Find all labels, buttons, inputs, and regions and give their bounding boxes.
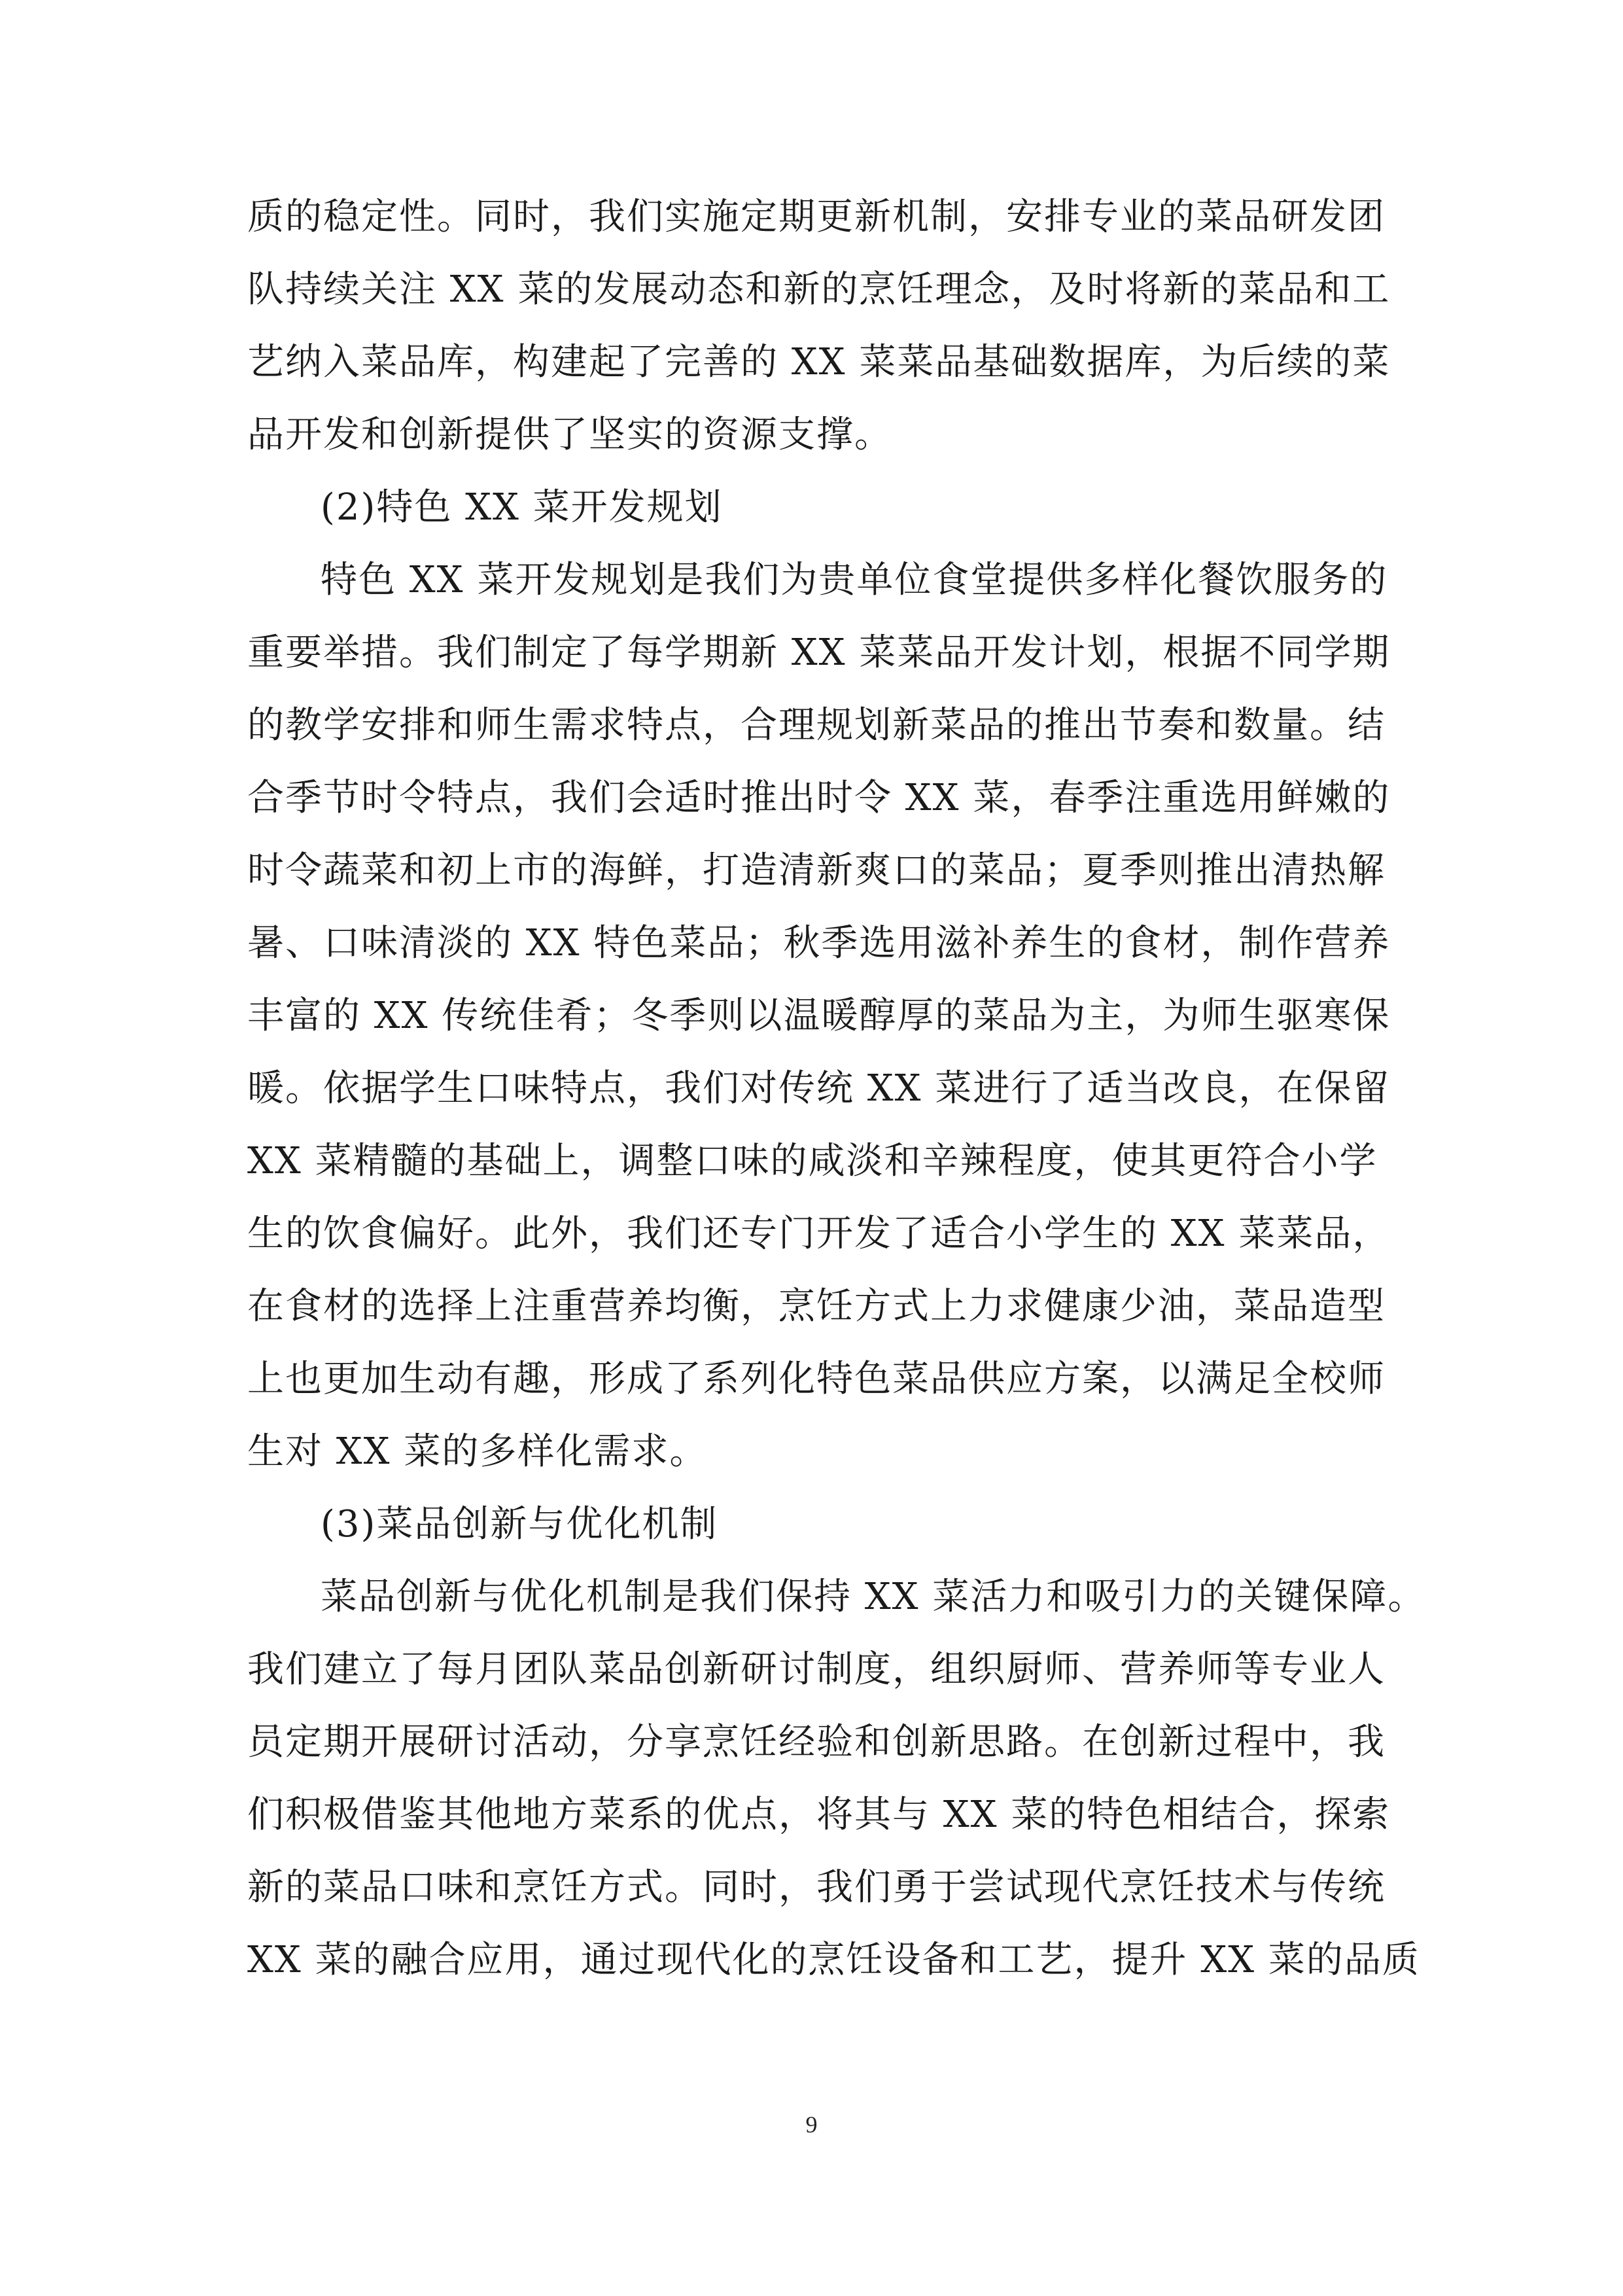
p2-line-10: 生的饮食偏好。此外，我们还专门开发了适合小学生的 XX 菜菜品， (247, 1212, 1391, 1255)
p1-line-4: 品开发和创新提供了坚实的资源支撑。 (247, 414, 892, 456)
p1-line-1: 质的稳定性。同时，我们实施定期更新机制，安排专业的菜品研发团 (247, 196, 1386, 238)
p2-line-11: 在食材的选择上注重营养均衡，烹饪方式上力求健康少油，菜品造型 (247, 1285, 1386, 1328)
p1-line-3: 艺纳入菜品库，构建起了完善的 XX 菜菜品基础数据库，为后续的菜 (247, 341, 1391, 383)
section-heading-3: (3)菜品创新与优化机制 (321, 1503, 718, 1545)
p1-line-2: 队持续关注 XX 菜的发展动态和新的烹饪理念，及时将新的菜品和工 (247, 268, 1391, 311)
p2-line-5: 时令蔬菜和初上市的海鲜，打造清新爽口的菜品；夏季则推出清热解 (247, 849, 1386, 892)
p3-line-3: 员定期开展研讨活动，分享烹饪经验和创新思路。在创新过程中，我 (247, 1721, 1386, 1763)
p2-line-12: 上也更加生动有趣，形成了系列化特色菜品供应方案，以满足全校师 (247, 1358, 1386, 1400)
p2-line-4: 合季节时令特点，我们会适时推出时令 XX 菜，春季注重选用鲜嫩的 (247, 777, 1391, 819)
page-number: 9 (805, 2111, 818, 2138)
p3-line-2: 我们建立了每月团队菜品创新研讨制度，组织厨师、营养师等专业人 (247, 1648, 1386, 1691)
p3-line-1: 菜品创新与优化机制是我们保持 XX 菜活力和吸引力的关键保障。 (321, 1576, 1426, 1618)
section-heading-2: (2)特色 XX 菜开发规划 (321, 486, 723, 529)
p2-line-7: 丰富的 XX 传统佳肴；冬季则以温暖醇厚的菜品为主，为师生驱寒保 (247, 995, 1391, 1037)
p2-line-6: 暑、口味清淡的 XX 特色菜品；秋季选用滋补养生的食材，制作营养 (247, 922, 1391, 964)
p3-line-6: XX 菜的融合应用，通过现代化的烹饪设备和工艺，提升 XX 菜的品质 (247, 1939, 1420, 1981)
p2-line-1: 特色 XX 菜开发规划是我们为贵单位食堂提供多样化餐饮服务的 (321, 559, 1388, 601)
p2-line-2: 重要举措。我们制定了每学期新 XX 菜菜品开发计划，根据不同学期 (247, 631, 1391, 674)
p2-line-3: 的教学安排和师生需求特点，合理规划新菜品的推出节奏和数量。结 (247, 704, 1386, 747)
p2-line-8: 暖。依据学生口味特点，我们对传统 XX 菜进行了适当改良，在保留 (247, 1067, 1391, 1110)
p3-line-4: 们积极借鉴其他地方菜系的优点，将其与 XX 菜的特色相结合，探索 (247, 1793, 1391, 1836)
p3-line-5: 新的菜品口味和烹饪方式。同时，我们勇于尝试现代烹饪技术与传统 (247, 1866, 1386, 1909)
p2-line-13: 生对 XX 菜的多样化需求。 (247, 1430, 708, 1473)
p2-line-9: XX 菜精髓的基础上，调整口味的咸淡和辛辣程度，使其更符合小学 (247, 1140, 1378, 1182)
